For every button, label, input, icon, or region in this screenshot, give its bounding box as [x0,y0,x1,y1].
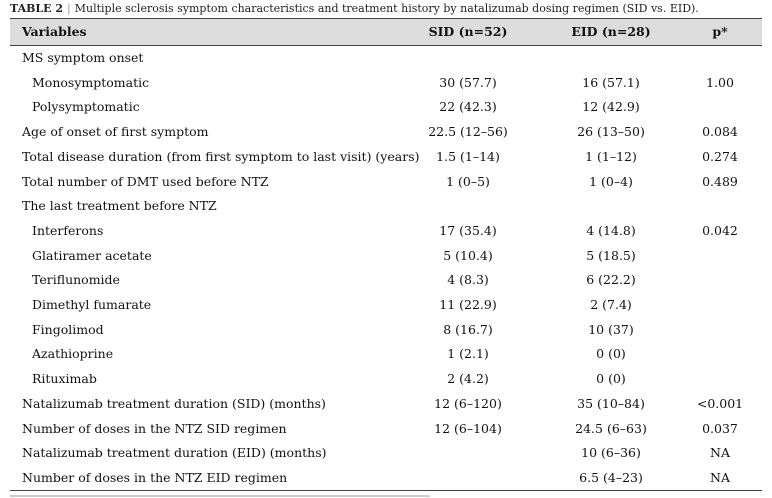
cell-p: 0.037 [702,420,738,436]
table-row [10,268,762,293]
cell-p: <0.001 [696,395,744,411]
cell-sid: 1 (2.1) [447,346,489,362]
cell-p: 1.00 [706,74,734,90]
table-row [10,219,762,244]
cell-p [688,342,752,367]
cell-eid [547,194,675,219]
cell-variable: MS symptom onset [22,50,144,65]
cell-p [688,244,752,269]
table-row [10,120,762,145]
cell-variable: Total number of DMT used before NTZ [22,173,269,189]
table-row [10,441,762,466]
table-row [10,71,762,96]
cell-variable: The last treatment before NTZ [22,198,217,214]
table-row [10,466,762,491]
header-p: p* [712,24,728,39]
cell-variable: Number of doses in the NTZ SID regimen [22,420,287,436]
cell-eid: 1 (0–4) [589,173,633,189]
cell-p [688,293,752,318]
cell-variable: Dimethyl fumarate [32,297,152,312]
table-row [10,417,762,442]
table-row [10,367,762,392]
table-number: TABLE 2 [10,2,64,15]
cell-variable: Total disease duration (from first symptom to last visit) (years) [22,148,420,164]
cell-eid: 35 (10–84) [577,395,645,411]
cell-p [688,95,752,120]
cell-sid: 12 (6–104) [434,420,502,436]
footnote-fragment [10,492,430,498]
cell-eid: 2 (7.4) [590,297,632,312]
cell-p [688,46,752,71]
cell-variable: Teriflunomide [32,272,120,288]
table-row [10,95,762,120]
cell-sid: 8 (16.7) [443,321,493,337]
table-caption [10,2,699,15]
cell-variable: Age of onset of first symptom [22,124,209,140]
table-row [10,342,762,367]
cell-eid: 5 (18.5) [586,247,636,263]
cell-variable: Polysymptomatic [32,99,140,115]
bottom-rule [10,490,762,491]
caption-separator: | [67,2,71,15]
cell-p: 0.274 [702,148,738,164]
cell-p [688,268,752,293]
cell-sid [400,46,536,71]
cell-p: NA [710,445,730,461]
cell-variable: Glatiramer acetate [32,247,152,263]
cell-sid [400,466,536,491]
cell-eid: 26 (13–50) [577,124,645,140]
cell-eid: 6 (22.2) [586,272,636,288]
cell-sid: 17 (35.4) [439,222,497,238]
table-row [10,244,762,269]
cell-eid: 0 (0) [596,346,626,362]
cell-sid [400,441,536,466]
cell-sid: 30 (57.7) [439,74,497,90]
table-row [10,145,762,170]
cell-eid: 10 (6–36) [581,445,641,461]
cell-sid: 5 (10.4) [443,247,493,263]
cell-eid: 6.5 (4–23) [579,469,643,485]
cell-sid: 22 (42.3) [439,99,497,115]
cell-sid [400,194,536,219]
table-row [10,194,762,219]
cell-eid [547,46,675,71]
table-row [10,293,762,318]
table-row [10,318,762,343]
table-title: Multiple sclerosis symptom characteristics and treatment history by natalizumab dosing regimen (SID vs. EID). [74,2,699,15]
table-row [10,392,762,417]
cell-sid: 12 (6–120) [434,395,502,411]
cell-p [688,367,752,392]
cell-p: NA [710,469,730,485]
cell-eid: 4 (14.8) [586,222,636,238]
cell-variable: Fingolimod [32,321,104,337]
header-variables: Variables [22,24,87,39]
cell-eid: 0 (0) [596,371,626,387]
cell-variable: Number of doses in the NTZ EID regimen [22,469,288,485]
cell-eid: 24.5 (6–63) [575,420,647,436]
cell-sid: 4 (8.3) [447,272,489,288]
cell-eid: 16 (57.1) [582,74,640,90]
cell-p: 0.489 [702,173,738,189]
cell-variable: Interferons [32,222,104,238]
header-sid: SID (n=52) [428,24,508,39]
cell-p [688,318,752,343]
cell-sid: 11 (22.9) [439,297,497,312]
cell-variable: Natalizumab treatment duration (EID) (months) [22,445,327,461]
table-row [10,46,762,71]
cell-sid: 1 (0–5) [446,173,490,189]
cell-eid: 10 (37) [588,321,634,337]
cell-variable: Azathioprine [32,346,114,362]
cell-eid: 1 (1–12) [585,148,637,164]
cell-p: 0.042 [702,222,738,238]
cell-eid: 12 (42.9) [582,99,640,115]
table-row [10,170,762,195]
cell-variable: Monosymptomatic [32,74,150,90]
cell-p: 0.084 [702,124,738,140]
cell-sid: 2 (4.2) [447,371,489,387]
cell-variable: Natalizumab treatment duration (SID) (months) [22,395,326,411]
cell-sid: 22.5 (12–56) [428,124,508,140]
cell-variable: Rituximab [32,371,97,387]
cell-p [688,194,752,219]
cell-sid: 1.5 (1–14) [436,148,500,164]
header-eid: EID (n=28) [571,24,651,39]
